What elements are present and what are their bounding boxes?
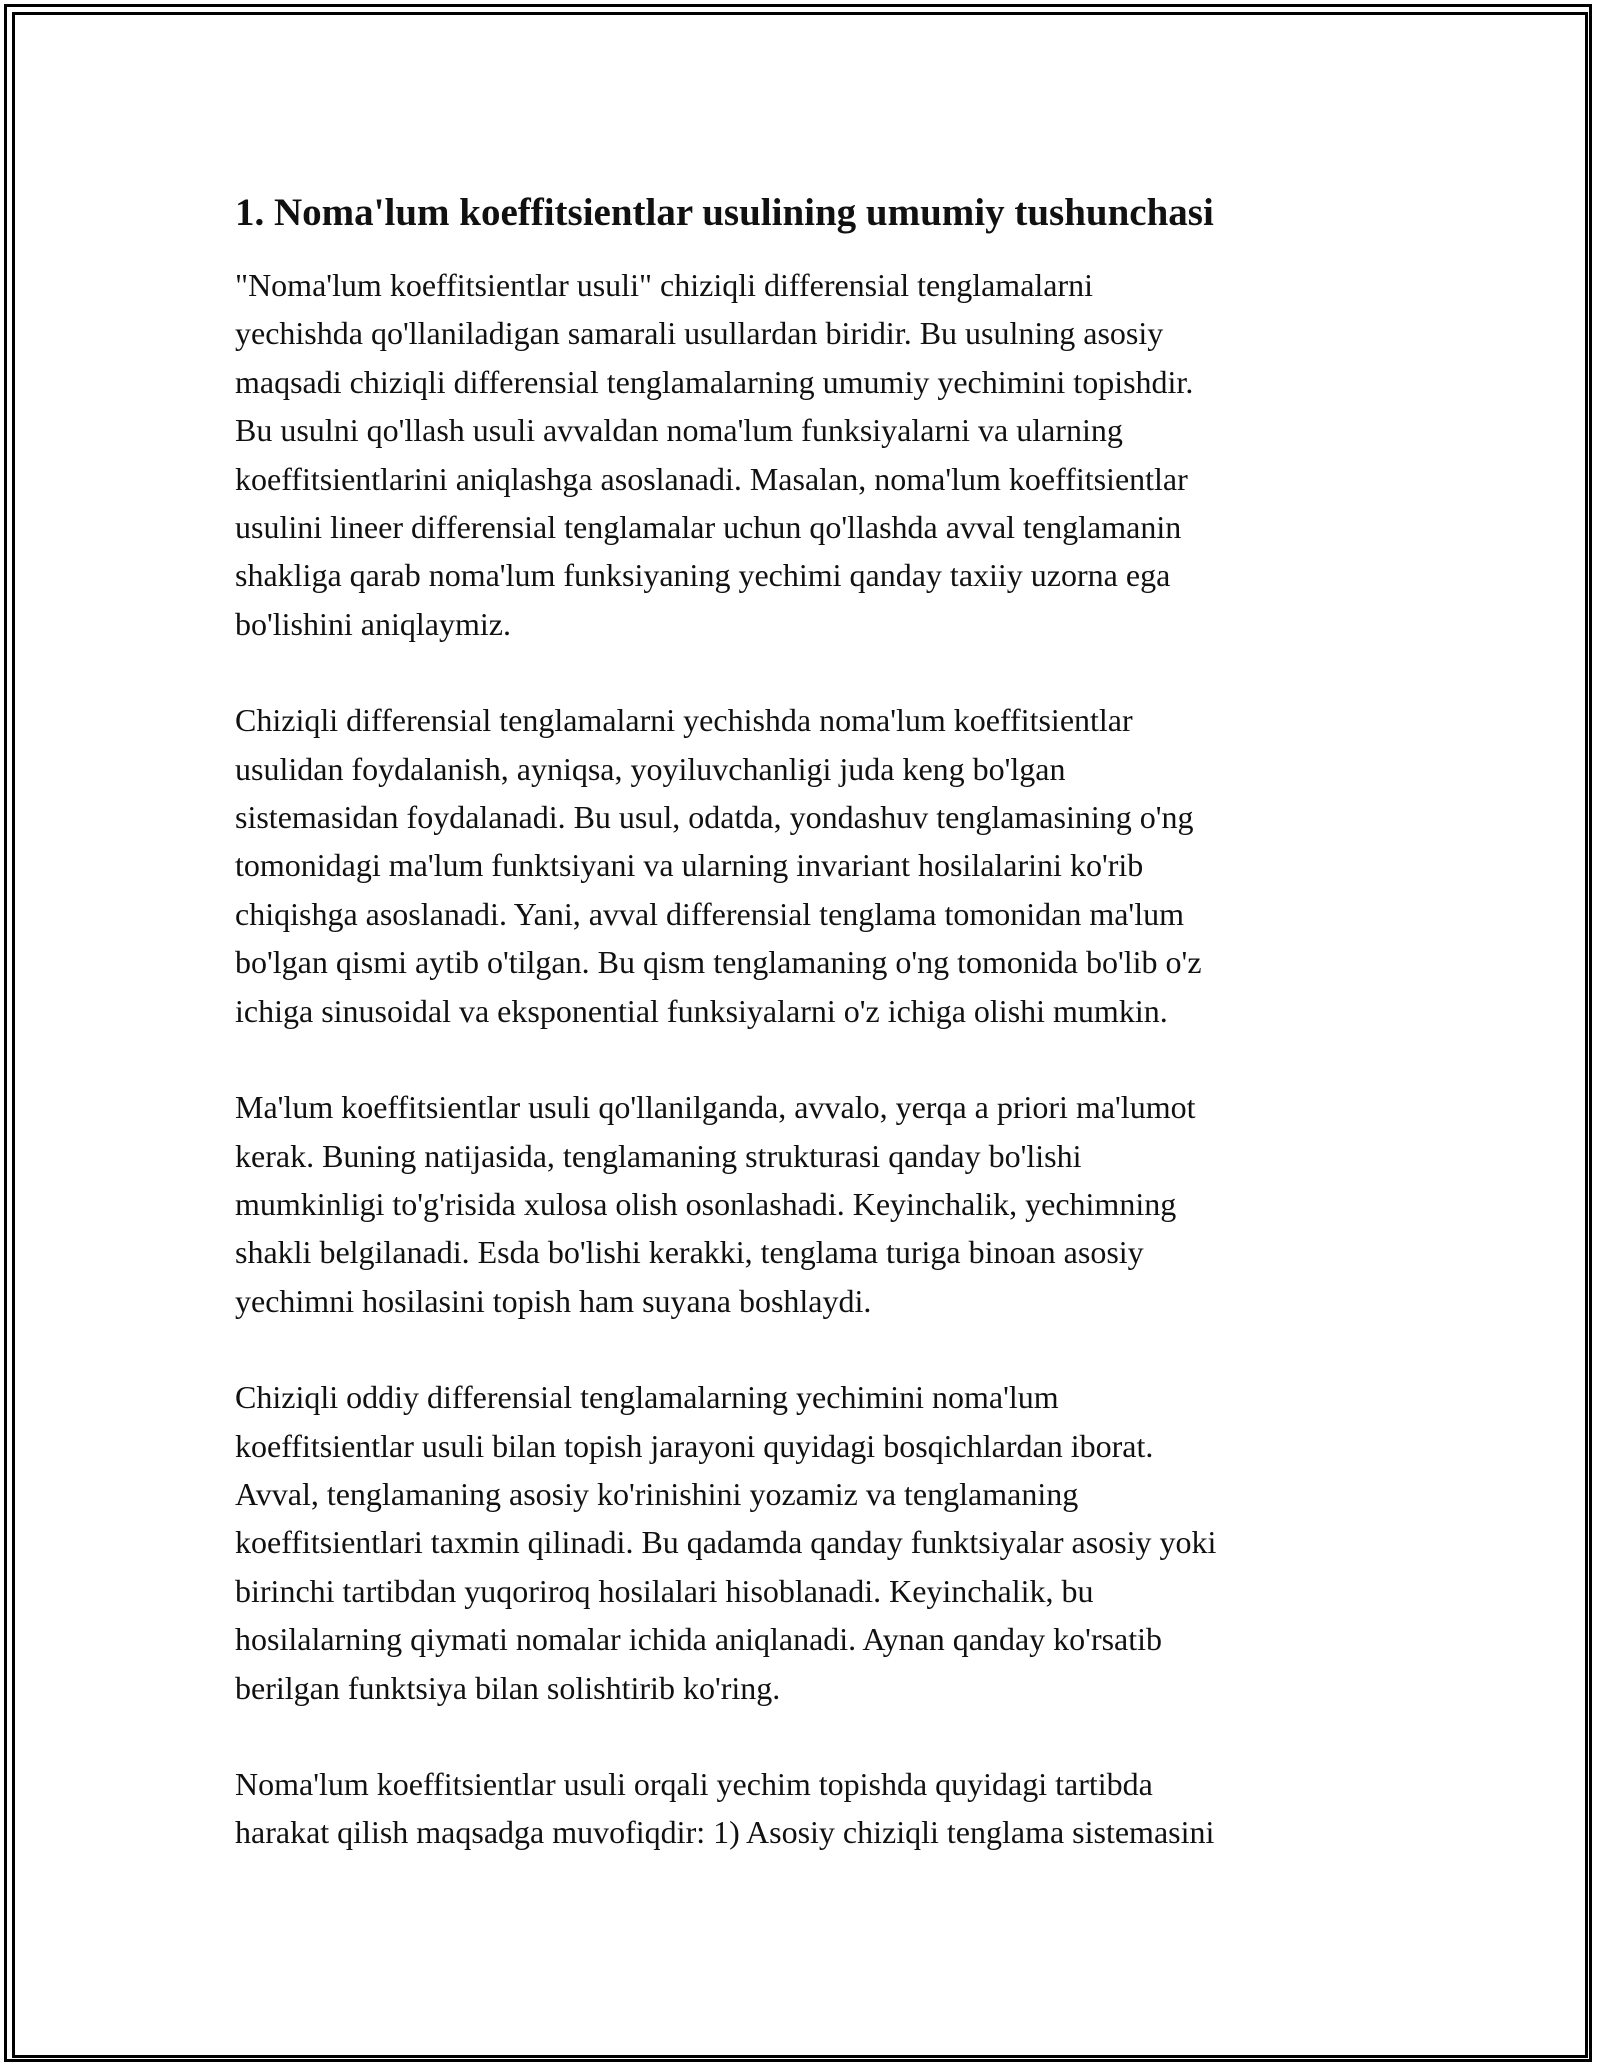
text-line: ichiga sinusoidal va eksponential funksiyalarni o'z ichiga olishi mumkin. <box>235 992 1168 1029</box>
text-line: koeffitsientlar usuli bilan topish jarayoni quyidagi bosqichlardan iborat. <box>235 1427 1154 1464</box>
body-paragraph <box>235 696 1375 1035</box>
text-line: maqsadi chiziqli differensial tenglamalarning umumiy yechimini topishdir. <box>235 363 1194 400</box>
text-line: sistemasidan foydalanadi. Bu usul, odatda, yondashuv tenglamasining o'ng <box>235 799 1194 836</box>
body-paragraph <box>235 1083 1375 1325</box>
document-body <box>235 185 1375 1905</box>
text-line: berilgan funktsiya bilan solishtirib ko'ring. <box>235 1669 781 1706</box>
text-line: kerak. Buning natijasida, tenglamaning strukturasi qanday bo'lishi <box>235 1137 1082 1174</box>
text-line: usulini lineer differensial tenglamalar uchun qo'llashda avval tenglamanin <box>235 509 1182 546</box>
text-line: mumkinligi to'g'risida xulosa olish osonlashadi. Keyinchalik, yechimning <box>235 1185 1177 1222</box>
text-line: "Noma'lum koeffitsientlar usuli" chiziqli differensial tenglamalarni <box>235 267 1094 303</box>
text-line: hosilalarning qiymati nomalar ichida aniqlanadi. Aynan qanday ko'rsatib <box>235 1621 1163 1658</box>
text-line: Bu usulni qo'llash usuli avvaldan noma'lum funksiyalarni va ularning <box>235 412 1123 449</box>
text-line: usulidan foydalanish, ayniqsa, yoyiluvchanligi juda keng bo'lgan <box>235 750 1066 787</box>
text-line: yechishda qo'llaniladigan samarali usullardan biridir. Bu usulning asosiy <box>235 315 1164 352</box>
paragraph-list <box>235 261 1375 1857</box>
text-line: shakli belgilanadi. Esda bo'lishi kerakki, tenglama turiga binoan asosiy <box>235 1234 1144 1271</box>
text-line: birinchi tartibdan yuqoriroq hosilalari hisoblanadi. Keyinchalik, bu <box>235 1572 1094 1609</box>
text-line: harakat qilish maqsadga muvofiqdir: 1) Asosiy chiziqli tenglama sistemasini <box>235 1814 1215 1851</box>
text-line: koeffitsientlari taxmin qilinadi. Bu qadamda qanday funktsiyalar asosiy yoki <box>235 1524 1217 1561</box>
text-line: koeffitsientlarini aniqlashga asoslanadi. Masalan, noma'lum koeffitsientlar <box>235 460 1188 497</box>
text-line: tomonidagi ma'lum funktsiyani va ularning invariant hosilalarini ko'rib <box>235 847 1144 884</box>
body-paragraph <box>235 1373 1375 1712</box>
body-paragraph <box>235 1760 1375 1857</box>
text-line: Avval, tenglamaning asosiy ko'rinishini yozamiz va tenglamaning <box>235 1475 1079 1512</box>
text-line: bo'lgan qismi aytib o'tilgan. Bu qism tenglamaning o'ng tomonida bo'lib o'z <box>235 944 1202 981</box>
text-line: bo'lishini aniqlaymiz. <box>235 605 511 642</box>
text-line: shakliga qarab noma'lum funksiyaning yechimi qanday taxiiy uzorna ega <box>235 557 1171 594</box>
text-line: yechimni hosilasini topish ham suyana boshlaydi. <box>235 1282 872 1319</box>
text-line: chiqishga asoslanadi. Yani, avval differensial tenglama tomonidan ma'lum <box>235 895 1184 932</box>
text-line: Chiziqli differensial tenglamalarni yechishda noma'lum koeffitsientlar <box>235 702 1133 739</box>
section-heading: 1. Noma'lum koeffitsientlar usulining umumiy tushunchasi <box>235 191 1214 234</box>
text-line: Ma'lum koeffitsientlar usuli qo'llanilganda, avvalo, yerqa a priori ma'lumot <box>235 1089 1196 1126</box>
text-line: Noma'lum koeffitsientlar usuli orqali yechim topishda quyidagi tartibda <box>235 1765 1153 1802</box>
body-paragraph <box>235 261 1375 648</box>
text-line: Chiziqli oddiy differensial tenglamalarning yechimini noma'lum <box>235 1379 1059 1416</box>
